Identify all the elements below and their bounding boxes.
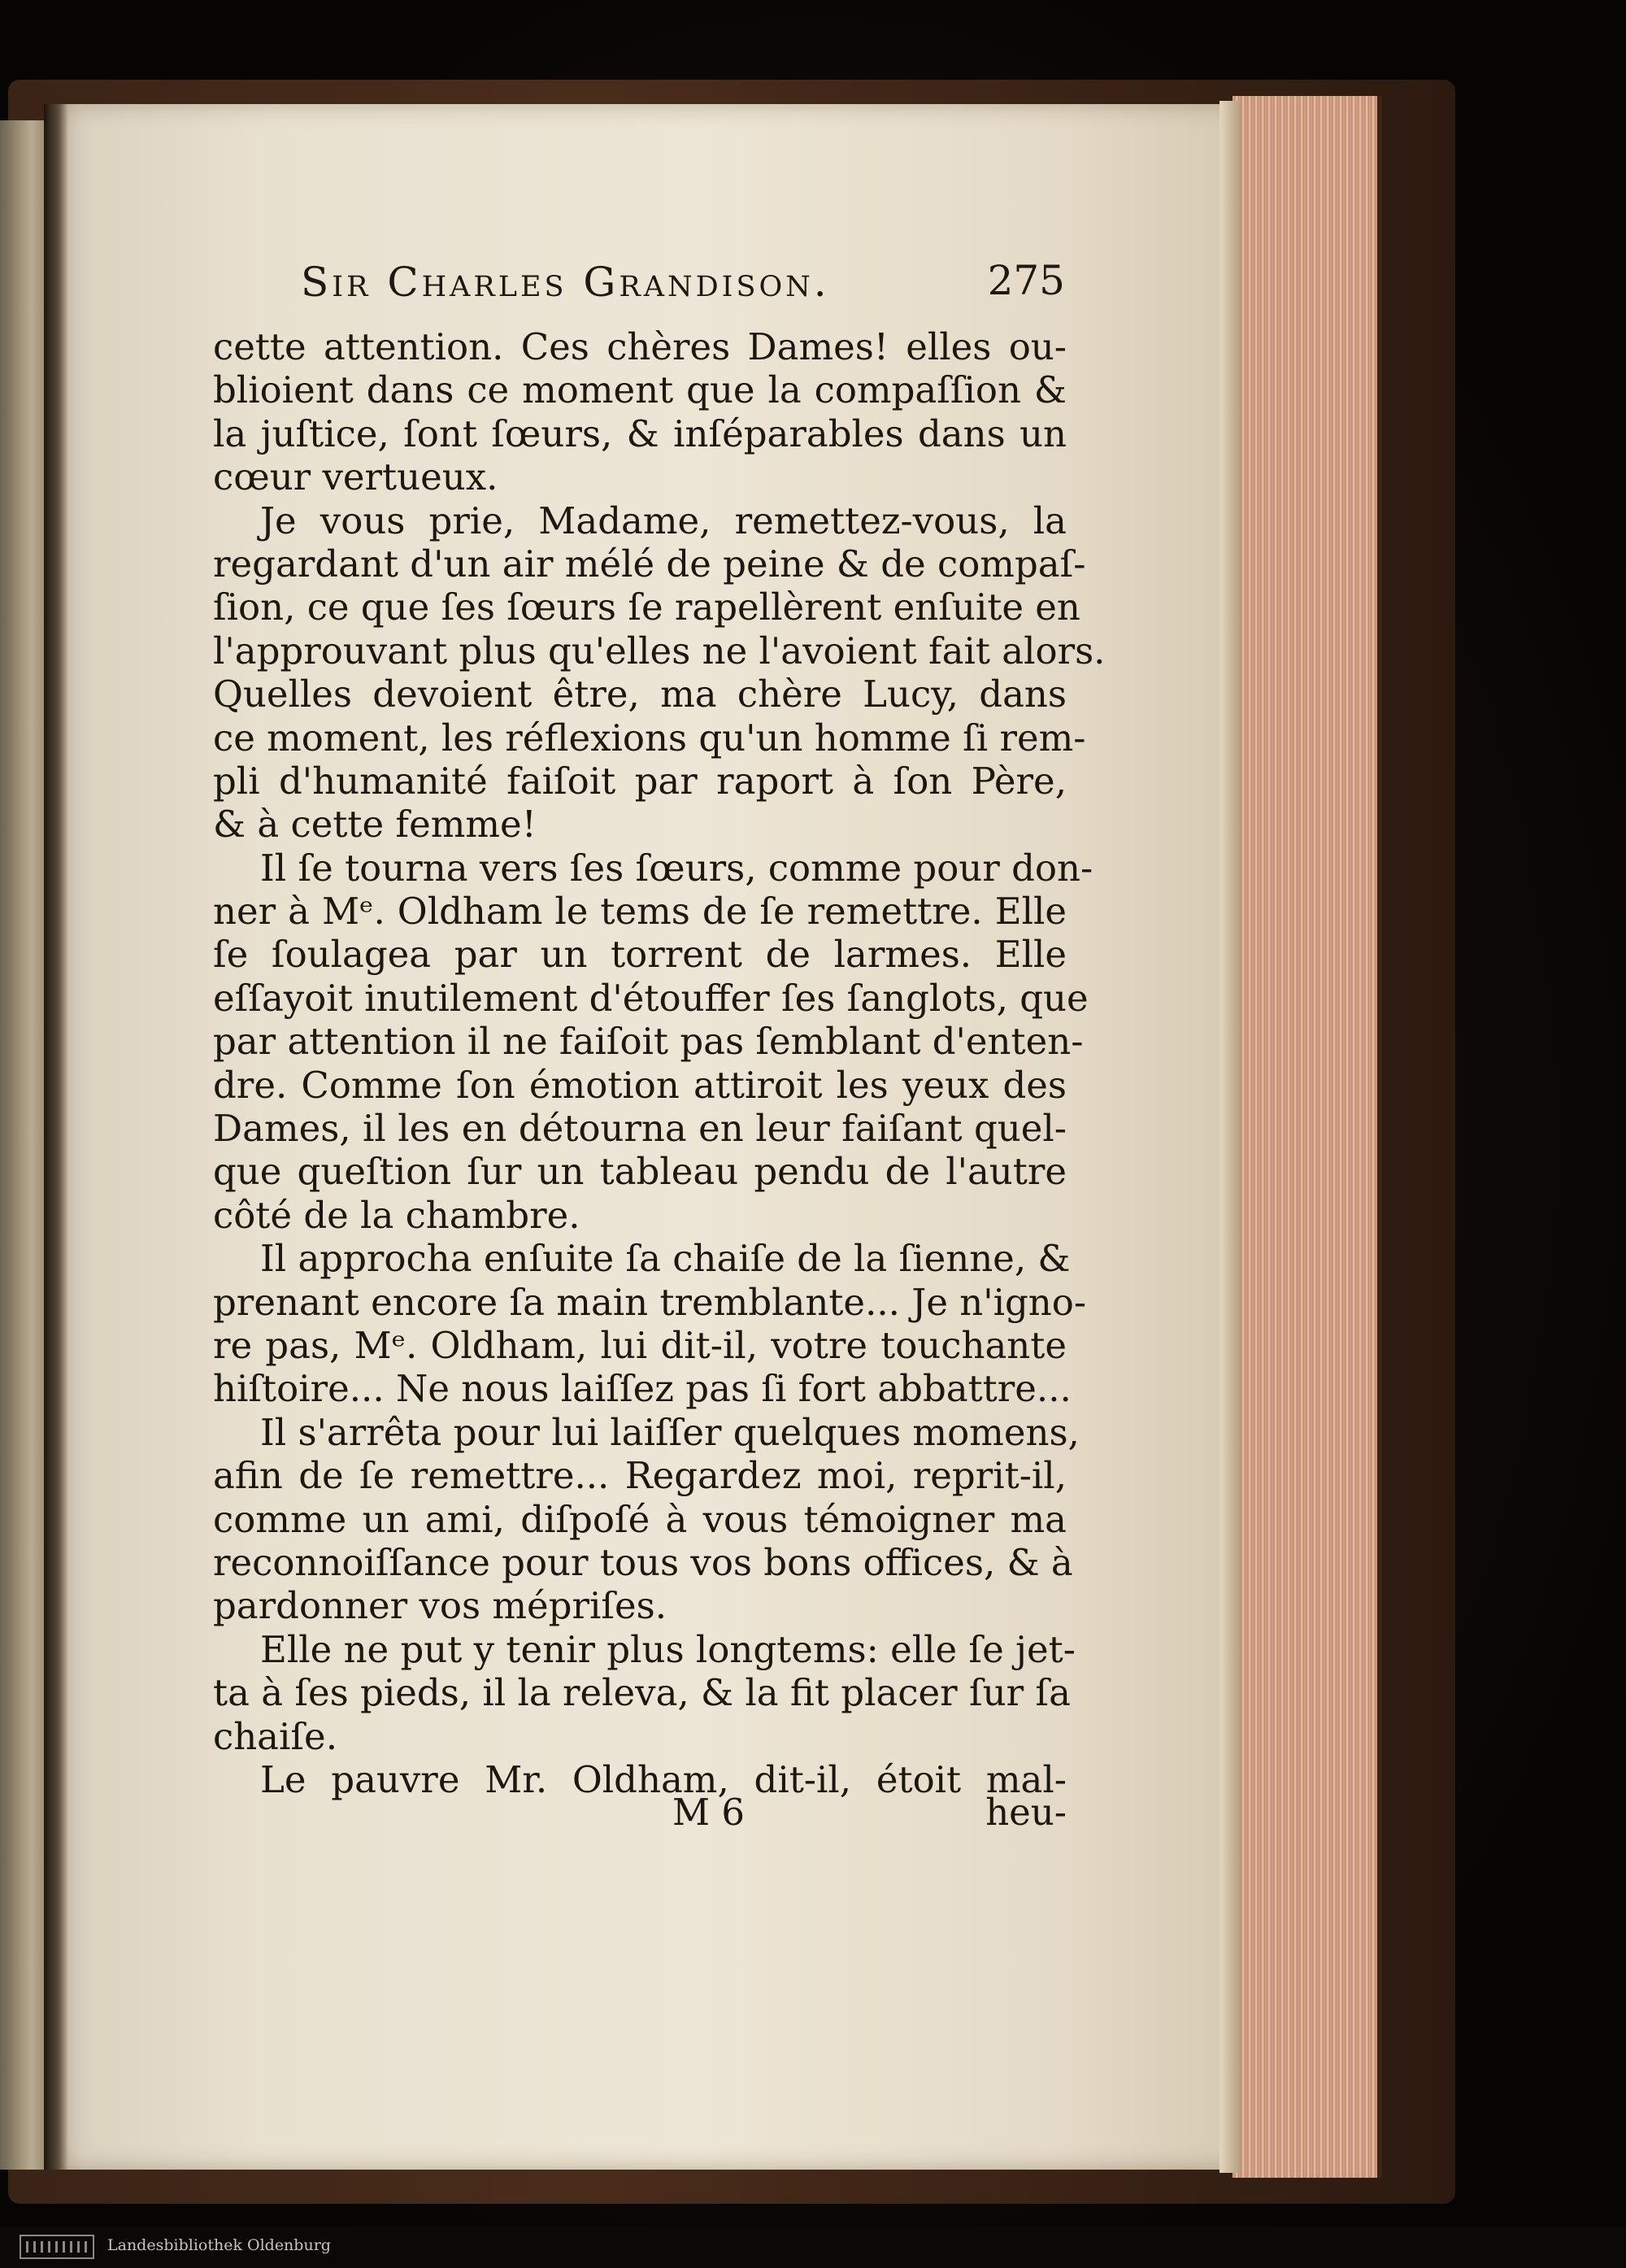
library-watermark: Landesbibliothek Oldenburg xyxy=(107,2236,331,2254)
text-line: regardant d'un air mélé de peine & de compaſ- xyxy=(213,542,1086,586)
page-number: 275 xyxy=(987,257,1065,304)
text-line: pardonner vos mépriſes. xyxy=(213,1584,667,1628)
text-line: Quelles devoient être, ma chère Lucy, dans xyxy=(213,673,1067,716)
library-logo-icon xyxy=(20,2235,94,2259)
text-line: Il ſe tourna vers ſes ſœurs, comme pour don- xyxy=(260,846,1093,890)
page-outer-edge xyxy=(1220,101,1241,2173)
text-line: comme un ami, diſpoſé à vous témoigner ma xyxy=(213,1497,1067,1541)
page-gutter xyxy=(44,104,68,2170)
text-line: par attention il ne faiſoit pas ſemblant d'enten- xyxy=(213,1020,1084,1064)
fore-edge-pages xyxy=(1233,96,1382,2178)
text-line: chaiſe. xyxy=(213,1714,337,1758)
text-line: dre. Comme ſon émotion attiroit les yeux des xyxy=(213,1063,1067,1107)
text-line: Je vous prie, Madame, remettez-vous, la xyxy=(260,498,1067,542)
text-line: ſion, ce que ſes ſœurs ſe rapellèrent enſuite en xyxy=(213,586,1080,629)
text-line: côté de la chambre. xyxy=(213,1193,580,1237)
text-line: eſſayoit inutilement d'étouffer ſes ſanglots, que xyxy=(213,976,1089,1020)
running-title: Sir Charles Grandison. xyxy=(301,259,830,306)
page-header xyxy=(301,259,1065,311)
text-line: ſe ſoulagea par un torrent de larmes. Elle xyxy=(213,933,1067,977)
text-line: ner à Mᵉ. Oldham le tems de ſe remettre. Elle xyxy=(213,890,1067,934)
text-line: Le pauvre Mr. Oldham, dit-il, étoit mal- xyxy=(260,1757,1067,1801)
text-line: Il s'arrêta pour lui laiſſer quelques momens, xyxy=(260,1410,1080,1454)
text-line: Dames, il les en détourna en leur faiſant quel- xyxy=(213,1107,1067,1151)
text-line: reconnoiſſance pour tous vos bons offices, & à xyxy=(213,1540,1073,1584)
text-line: la juſtice, ſont ſœurs, & inſéparables dans un xyxy=(213,411,1067,455)
text-line: prenant encore ſa main tremblante... Je n'igno- xyxy=(213,1280,1087,1324)
text-line: cœur vertueux. xyxy=(213,455,498,499)
text-line: blioient dans ce moment que la compaſſion & xyxy=(213,368,1067,412)
text-line: & à cette femme! xyxy=(213,803,537,847)
signature-mark: M 6 xyxy=(672,1791,746,1834)
text-line: Il approcha enſuite ſa chaiſe de la ſienne, & xyxy=(260,1237,1071,1281)
text-line: que queſtion ſur un tableau pendu de l'autre xyxy=(213,1150,1067,1194)
text-line: cette attention. Ces chères Dames! elles ou- xyxy=(213,325,1067,368)
text-line: re pas, Mᵉ. Oldham, lui dit-il, votre touchante xyxy=(213,1323,1067,1367)
text-line: pli d'humanité faiſoit par raport à ſon Père, xyxy=(213,759,1067,803)
text-line: ta à ſes pieds, il la releva, & la fit placer ſur ſa xyxy=(213,1671,1071,1715)
signature-line xyxy=(213,1791,1067,1839)
text-line: afin de ſe remettre... Regardez moi, reprit-il, xyxy=(213,1454,1067,1498)
catchword: heu- xyxy=(985,1791,1067,1834)
text-line: Elle ne put y tenir plus longtems: elle ſe jet- xyxy=(260,1627,1076,1671)
body-text xyxy=(213,325,1106,1801)
text-line: ce moment, les réflexions qu'un homme ſi rem- xyxy=(213,716,1086,760)
text-line: l'approuvant plus qu'elles ne l'avoient fait alors. xyxy=(213,629,1106,673)
text-line: hiſtoire... Ne nous laiſſez pas ſi fort abbattre... xyxy=(213,1367,1072,1411)
